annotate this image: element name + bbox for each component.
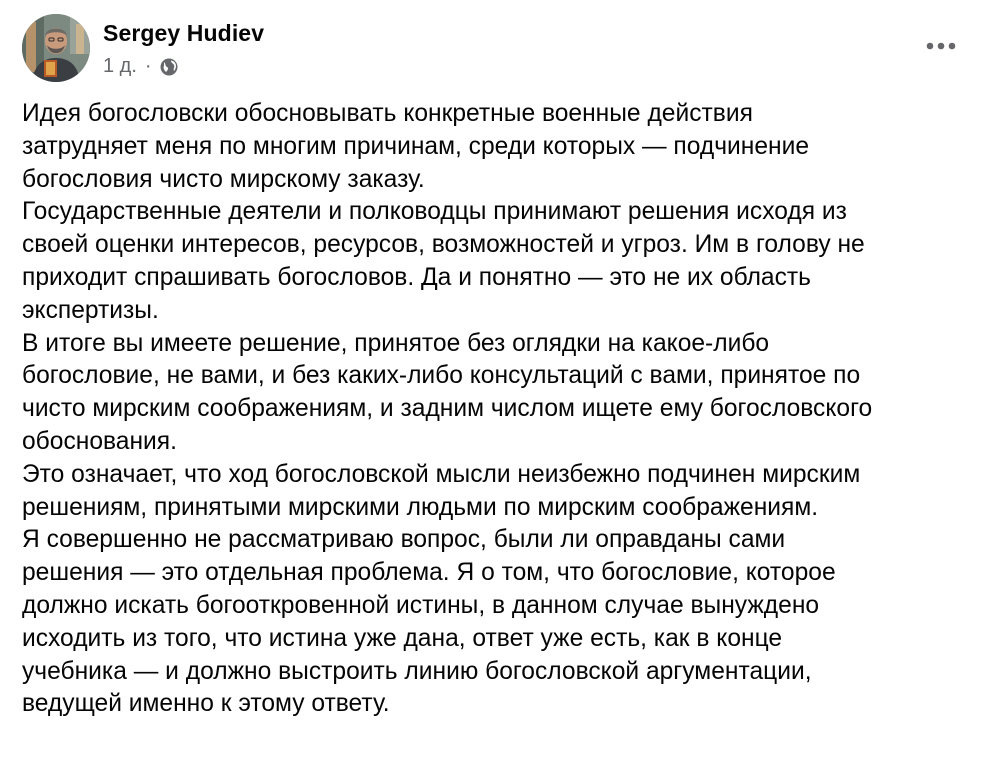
post-text-line: Это означает, что ход богословской мысли неизбежно подчинен мирским — [22, 460, 861, 488]
post-text-line: экспертизы. — [22, 296, 159, 324]
post-meta — [103, 55, 179, 78]
meta-separator: · — [144, 55, 152, 77]
post-text-line: решения — это отдельная проблема. Я о том, что богословие, которое — [22, 559, 836, 587]
post-text-line: Я совершенно не рассматриваю вопрос, были ли оправданы сами — [22, 526, 786, 554]
post-text-line: должно искать богооткровенной истины, в данном случае вынуждено — [22, 591, 820, 619]
avatar-image — [22, 14, 90, 82]
post-text-line: учебника — и должно выстроить линию богословской аргументации, — [22, 657, 812, 685]
post-text-line: богословия чисто мирскому заказу. — [22, 165, 425, 193]
post-text — [22, 98, 977, 721]
post-text-line: ведущей именно к этому ответу. — [22, 690, 390, 718]
post-text-line: Государственные деятели и полководцы принимают решения исходя из — [22, 198, 847, 226]
post-text-line: чисто мирским соображениям, и задним числом ищете ему богословского — [22, 395, 873, 423]
more-options-icon[interactable] — [923, 34, 959, 58]
author-avatar[interactable] — [22, 14, 90, 82]
post-timestamp[interactable]: 1 д. — [103, 55, 137, 77]
post-text-line: обоснования. — [22, 427, 177, 455]
post-text-line: богословие, не вами, и без каких-либо консультаций с вами, принятое по — [22, 362, 861, 390]
post-header — [22, 14, 971, 84]
post-text-line: своей оценки интересов, ресурсов, возможностей и угроз. Им в голову не — [22, 231, 865, 259]
post-text-line: исходить из того, что истина уже дана, ответ уже есть, как в конце — [22, 624, 783, 652]
post-text-line: Идея богословски обосновывать конкретные военные действия — [22, 100, 753, 127]
post-text-line: приходит спрашивать богословов. Да и понятно — это не их область — [22, 263, 811, 291]
post-text-line: затрудняет меня по многим причинам, среди которых — подчинение — [22, 132, 810, 160]
post-text-line: В итоге вы имеете решение, принятое без оглядки на какое-либо — [22, 329, 770, 357]
author-name[interactable]: Sergey Hudiev — [103, 20, 265, 46]
post-text-line: решениям, принятыми мирскими людьми по мирским соображениям. — [22, 493, 819, 521]
globe-icon[interactable] — [159, 57, 179, 77]
